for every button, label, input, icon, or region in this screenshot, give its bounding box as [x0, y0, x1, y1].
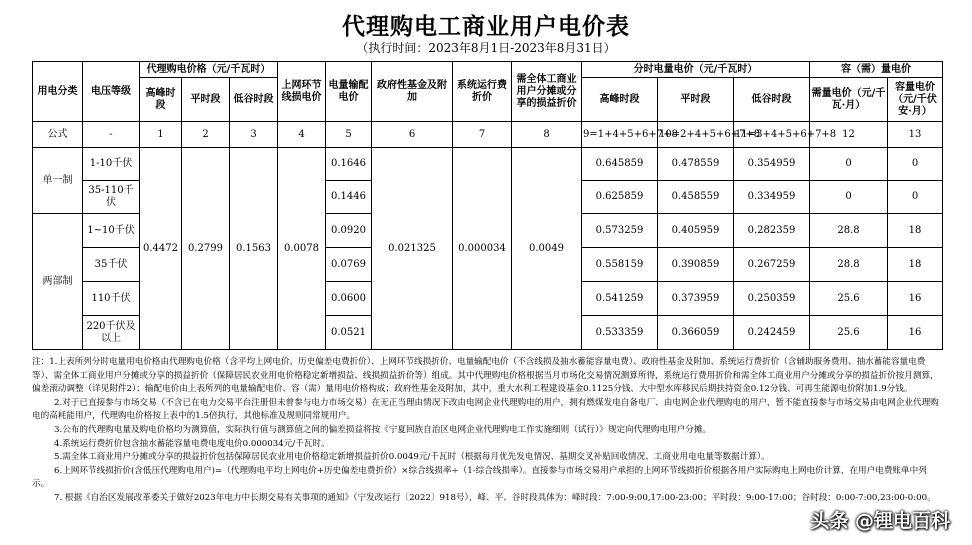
- demand-cell: 25.6: [810, 316, 888, 350]
- voltage-cell: 35千伏: [83, 248, 140, 282]
- formula-label: 公式: [33, 122, 83, 148]
- formula-cell: 6: [372, 122, 453, 148]
- tou-flat-cell: 0.373959: [658, 282, 734, 316]
- transmission-cell: 0.0769: [326, 248, 372, 282]
- voltage-cell: 1~10千伏: [83, 214, 140, 248]
- capacity-cell: 18: [888, 214, 943, 248]
- shared-value: 0.0049: [512, 148, 582, 350]
- tou-peak-cell: 0.573259: [582, 214, 658, 248]
- header-capacity: 容量电价（元/千伏安·月）: [888, 78, 943, 122]
- tou-flat-cell: 0.458559: [658, 181, 734, 214]
- tou-flat-cell: 0.366059: [658, 316, 734, 350]
- agent-valley-value: 0.1563: [230, 148, 278, 350]
- notes-section: [32, 356, 942, 506]
- capacity-cell: 16: [888, 282, 943, 316]
- agent-flat-value: 0.2799: [182, 148, 230, 350]
- watermark: 头条 @锂电百科: [810, 510, 950, 532]
- transmission-cell: 0.1646: [326, 148, 372, 181]
- note-4: 4.系统运行费折价包含抽水蓄能容量电费电度电价0.000034元/千瓦时。: [54, 438, 330, 449]
- voltage-cell: 1-10千伏: [83, 148, 140, 181]
- voltage-cell: 35-110千伏: [83, 181, 140, 214]
- header-demand: 需量电价（元/千瓦·月）: [810, 78, 888, 122]
- note-5: 5.需全体工商业用户分摊或分享的损益折价包括保障居民农业用电价格稳定新增损益折价0.0049元/千瓦时（根据每月优先发电情况、基期交叉补贴回收情况、工商业用电电量等数据计算）。: [54, 452, 770, 463]
- formula-cell: 5: [326, 122, 372, 148]
- demand-cell: 28.8: [810, 248, 888, 282]
- header-transmission: 电量输配电价: [326, 62, 372, 122]
- formula-cell: 10=2+4+5+6+7+8: [658, 122, 734, 148]
- capacity-cell: 18: [888, 248, 943, 282]
- demand-cell: 0: [810, 148, 888, 181]
- note-3: 3.公布的代理购电量及购电价格均为测算值，实际执行值与测算值之间的偏差损益将按《宁夏回族自治区电网企业代理购电工作实施细则（试行）》规定向代理购电用户分摊。: [54, 424, 712, 435]
- formula-cell: 12: [810, 122, 888, 148]
- page-subtitle: （执行时间：2023年8月1日-2023年8月31日）: [356, 41, 616, 55]
- table-row: [33, 148, 943, 181]
- system-value: 0.000034: [453, 148, 512, 350]
- tou-valley-cell: 0.267259: [734, 248, 810, 282]
- voltage-cell: 110千伏: [83, 282, 140, 316]
- demand-cell: 25.6: [810, 282, 888, 316]
- demand-cell: 28.8: [810, 214, 888, 248]
- tou-flat-cell: 0.405959: [658, 214, 734, 248]
- tou-flat-cell: 0.390859: [658, 248, 734, 282]
- transmission-cell: 0.1446: [326, 181, 372, 214]
- header-voltage: 电压等级: [83, 62, 140, 122]
- tou-peak-cell: 0.625859: [582, 181, 658, 214]
- header-category: 用电分类: [33, 62, 83, 122]
- formula-cell: 11=3+4+5+6+7+8: [734, 122, 810, 148]
- header-agent-valley: 低谷时段: [230, 78, 278, 122]
- note-6: 6.上网环节线损折价(含低压代理购电用户)=（代理购电平均上网电价+历史偏差电费折价）×综合线损率÷（1-综合线损率）。直接参与市场交易用户承担的上网环节线损折价根据各用户实际购电上网电价计算，在用户电费账单中列示。: [32, 465, 927, 490]
- transmission-cell: 0.0521: [326, 316, 372, 350]
- tou-peak-cell: 0.533359: [582, 316, 658, 350]
- tou-peak-cell: 0.558159: [582, 248, 658, 282]
- formula-cell: 3: [230, 122, 278, 148]
- tou-valley-cell: 0.250359: [734, 282, 810, 316]
- header-capacity-group: 容（需）量电价: [810, 62, 943, 78]
- header-tou-group: 分时电量电价（元/千瓦时）: [582, 62, 810, 78]
- formula-cell: 1: [140, 122, 182, 148]
- tou-peak-cell: 0.645859: [582, 148, 658, 181]
- agent-peak-value: 0.4472: [140, 148, 182, 350]
- formula-cell: 9=1+4+5+6+7+8: [582, 122, 658, 148]
- header-system: 系统运行费折价: [453, 62, 512, 122]
- header-tou-peak: 高峰时段: [582, 78, 658, 122]
- group-single: 单一制: [33, 148, 83, 214]
- tou-peak-cell: 0.541259: [582, 282, 658, 316]
- capacity-cell: 16: [888, 316, 943, 350]
- tou-valley-cell: 0.354959: [734, 148, 810, 181]
- tariff-table: [32, 61, 943, 350]
- formula-cell: 7: [453, 122, 512, 148]
- capacity-cell: 0: [888, 181, 943, 214]
- header-agent-price-group: 代理购电价格（元/千瓦时）: [140, 62, 278, 78]
- formula-cell: 8: [512, 122, 582, 148]
- tou-valley-cell: 0.242459: [734, 316, 810, 350]
- formula-cell: 2: [182, 122, 230, 148]
- header-loss: 上网环节线损电价: [278, 62, 326, 122]
- voltage-cell: 220千伏及以上: [83, 316, 140, 350]
- tou-valley-cell: 0.282359: [734, 214, 810, 248]
- formula-row: [33, 122, 943, 148]
- note-7: 7. 根据《自治区发展改革委关于做好2023年电力中长期交易有关事项的通知》（宁发改运行〔2022〕918号），峰、平、谷时段具体为：峰时段：7:00-9:00,17:00-23:00；平时段：9:00-17:00；谷时段：0:00-7:00,23:00-0:00。: [54, 492, 936, 503]
- header-agent-flat: 平时段: [182, 78, 230, 122]
- tou-valley-cell: 0.334959: [734, 181, 810, 214]
- tou-flat-cell: 0.478559: [658, 148, 734, 181]
- formula-cell: 13: [888, 122, 943, 148]
- page-title: 代理购电工商业用户电价表: [342, 13, 630, 40]
- fund-value: 0.021325: [372, 148, 453, 350]
- header-shared: 需全体工商业用户分摊或分享的损益折价: [512, 62, 582, 122]
- demand-cell: 0: [810, 181, 888, 214]
- header-fund: 政府性基金及附加: [372, 62, 453, 122]
- header-tou-flat: 平时段: [658, 78, 734, 122]
- formula-cell: 4: [278, 122, 326, 148]
- transmission-cell: 0.0600: [326, 282, 372, 316]
- note-2: 2.对于已直接参与市场交易（不含已在电力交易平台注册但未曾参与电力市场交易）在无正当理由情况下改由电网企业代理购电的用户，拥有燃煤发电自备电厂、由电网企业代理购电的用户，暂不能直接参与市场交易由电网企业代理购电的高耗能用户，代理购电价格按上表中的1.5倍执行，其他标准及规则同常规用户。: [32, 397, 939, 422]
- capacity-cell: 0: [888, 148, 943, 181]
- formula-voltage: -: [83, 122, 140, 148]
- header-agent-peak: 高峰时段: [140, 78, 182, 122]
- header-tou-valley: 低谷时段: [734, 78, 810, 122]
- transmission-cell: 0.0920: [326, 214, 372, 248]
- note-1: 注：1.上表所列分时电量用电价格由代理购电价格（含平均上网电价、历史偏差电费折价）、上网环节线损折价、电量输配电价（不含线损及抽水蓄能容量电费）、政府性基金及附加、系统运行费折价（含辅助服务费用、抽水蓄能容量电费等）、需全体工商业用户分摊或分享的损益折价（保障居民农业用电价格稳定新增损益、线损损益折价等）组成。其中代理购电价格根据当月市场化交易情况测算所得，系统运行费用折价和需全体工商业用户分摊或分享的损益折价按月测算，偏差滚动调整（详见附件2）；输配电价由上表所列的电量输配电价、容（需）量用电价格构成；政府性基金及附加，其中，重大水利工程建设基金0.1125分钱、大中型水库移民后期扶持资金0.12分钱、可再生能源电价附加1.9分钱。: [32, 357, 939, 395]
- loss-value: 0.0078: [278, 148, 326, 350]
- group-two-part: 两部制: [33, 214, 83, 350]
